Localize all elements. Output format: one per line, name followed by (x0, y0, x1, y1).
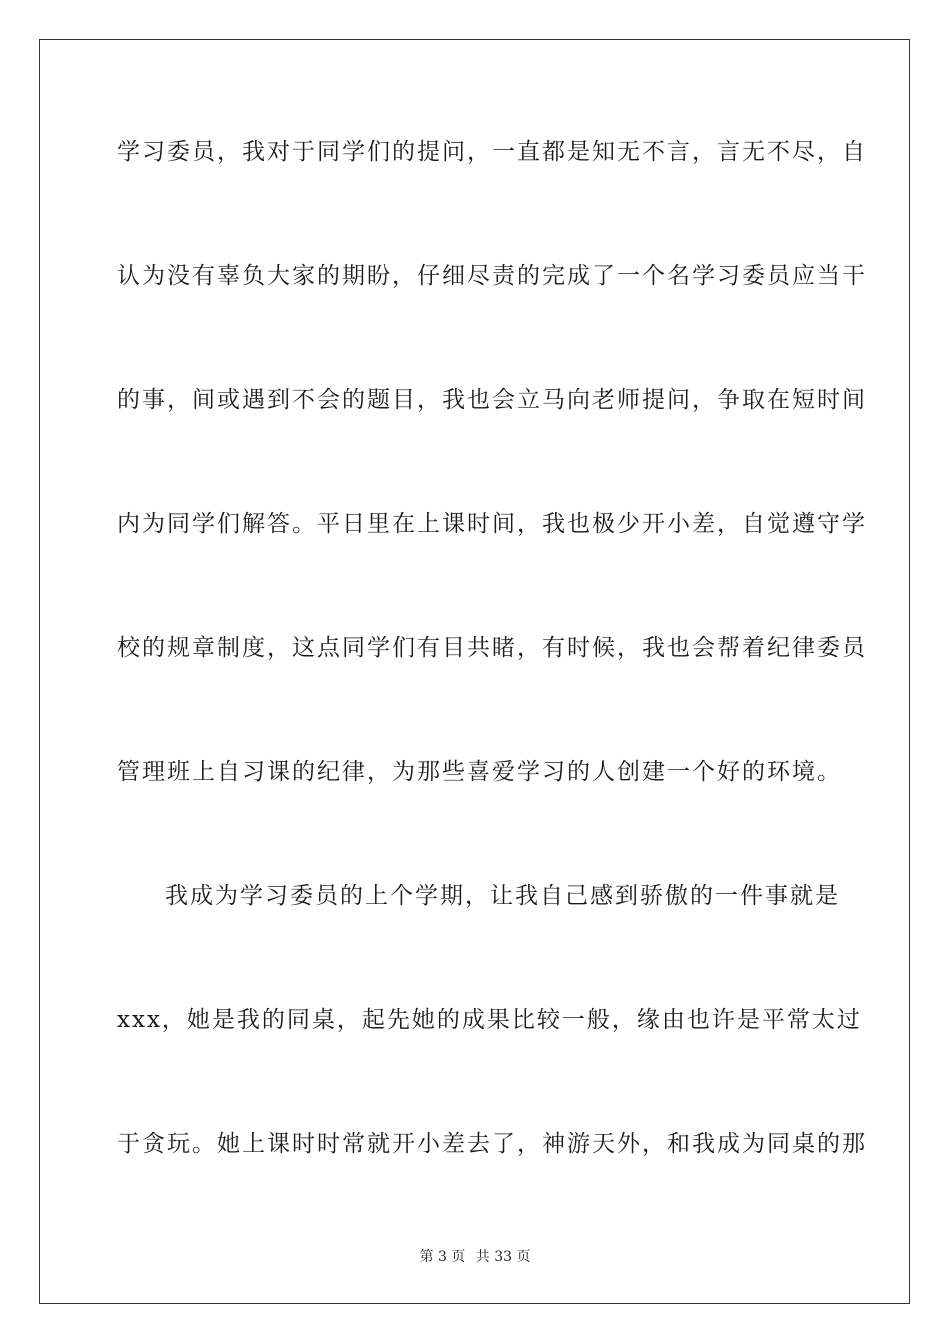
page-footer (0, 1248, 950, 1266)
text-line: 校的规章制度，这点同学们有目共睹，有时候，我也会帮着纪律委员 (117, 635, 867, 661)
text-line-indented: 我成为学习委员的上个学期，让我自己感到骄傲的一件事就是 (165, 883, 840, 909)
page-number: 第 3 页 (419, 1249, 466, 1265)
text-line: 认为没有辜负大家的期盼，仔细尽责的完成了一个名学习委员应当干 (117, 263, 867, 289)
page-border (39, 39, 910, 1304)
text-line: 管理班上自习课的纪律，为那些喜爱学习的人创建一个好的环境。 (117, 759, 842, 785)
text-line: xxx，她是我的同桌，起先她的成果比较一般，缘由也许是平常太过 (117, 1007, 862, 1033)
text-line: 于贪玩。她上课时时常就开小差去了，神游天外，和我成为同桌的那 (117, 1131, 867, 1157)
text-line: 内为同学们解答。平日里在上课时间，我也极少开小差，自觉遵守学 (117, 511, 867, 537)
text-line: 学习委员，我对于同学们的提问，一直都是知无不言，言无不尽，自 (117, 139, 867, 165)
text-line: 的事，间或遇到不会的题目，我也会立马向老师提问，争取在短时间 (117, 387, 867, 413)
page-total: 共 33 页 (475, 1249, 531, 1265)
